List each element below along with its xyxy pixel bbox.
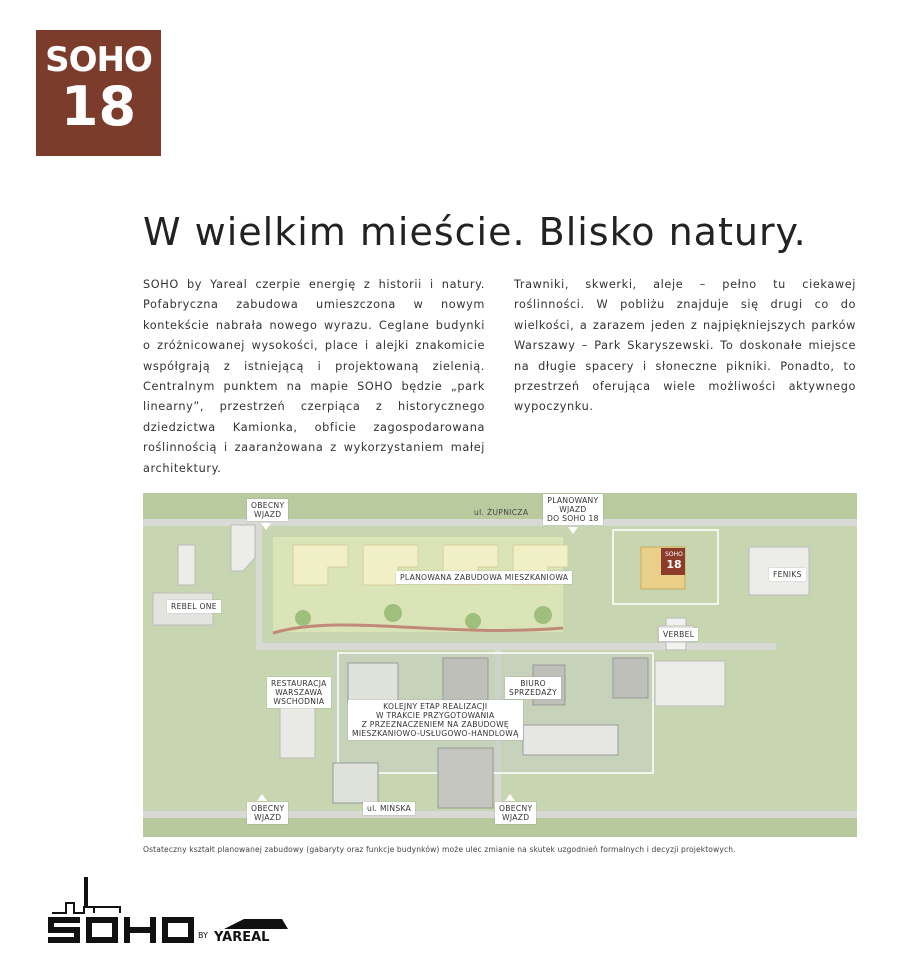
- marker-entrance-bottom-left: [257, 794, 267, 801]
- disclaimer: Ostateczny kształt planowanej zabudowy (gabaryty oraz funkcje budynków) może ulec zmianie na skutek uzgodnień formalnych i decyzji projektowych.: [143, 845, 736, 854]
- text-column-left: SOHO by Yareal czerpie energię z historii i natury. Pofabryczna zabudowa umieszczona w nowym kontekście nabrała nowego wyrazu. Ceglane budynki o zróżnicowanej wysokości, place i alejki znakomicie współgrają z istniejącą i projektowaną zielenią. Centralnym punktem na mapie SOHO będzie „park linearny”, przestrzeń czerpiąca z historycznego dziedzictwa Kamionka, obficie zagospodarowana roślinnością i zaaranżowana z wykorzystaniem małej architektury.: [143, 278, 485, 475]
- label-rebel-one: REBEL ONE: [167, 600, 221, 613]
- marker-entrance-top-left: [261, 523, 271, 530]
- badge-number: 18: [60, 75, 137, 138]
- label-restaurant: RESTAURACJA WARSZAWA WSCHODNIA: [267, 677, 331, 708]
- label-next-stage: KOLEJNY ETAP REALIZACJI W TRAKCIE PRZYGOTOWANIA Z PRZEZNACZENIEM NA ZABUDOWĘ MIESZKANIOWO-USŁUGOWO-HANDLOWĄ: [348, 700, 523, 740]
- marker-entrance-bottom-right: [505, 794, 515, 801]
- label-feniks: FENIKS: [769, 568, 806, 581]
- label-planned-entrance: PLANOWANY WJAZD DO SOHO 18: [543, 494, 603, 525]
- soho-by-yareal-logo: [46, 875, 296, 945]
- soho18-map-marker: SOHO 18: [665, 551, 683, 571]
- label-entrance-bottom-left: OBECNY WJAZD: [247, 802, 288, 824]
- label-street-top: ul. ŻUPNICZA: [474, 508, 529, 517]
- map-graphic: [143, 493, 857, 837]
- label-street-bottom: ul. MIŃSKA: [363, 802, 415, 815]
- logo-by-text: BY: [198, 931, 208, 940]
- badge-soho-text: SOHO: [45, 40, 152, 80]
- factory-chimney-logo-graphic: [46, 875, 296, 945]
- logo-yareal-text: YAREAL: [214, 930, 270, 945]
- site-plan-map: [143, 493, 857, 837]
- label-planned-housing: PLANOWANA ZABUDOWA MIESZKANIOWA: [396, 571, 572, 584]
- label-entrance-bottom-right: OBECNY WJAZD: [495, 802, 536, 824]
- label-sales-office: BIURO SPRZEDAŻY: [505, 677, 561, 699]
- text-column-right: Trawniki, skwerki, aleje – pełno tu ciekawej roślinności. W pobliżu znajduje się drugi co do wielkości, a zarazem jeden z najpiękniejszych parków Warszawy – Park Skaryszewski. To doskonałe miejsce na długie spacery i słoneczne pikniki. Ponadto, to przestrzeń oferująca wiele możliwości aktywnego wypoczynku.: [514, 278, 856, 414]
- label-entrance-top-left: OBECNY WJAZD: [247, 499, 288, 521]
- label-verbel: VERBEL: [659, 628, 698, 641]
- soho-18-badge: [36, 30, 161, 156]
- headline: W wielkim mieście. Blisko natury.: [143, 210, 807, 254]
- marker-planned-entrance: [568, 527, 578, 534]
